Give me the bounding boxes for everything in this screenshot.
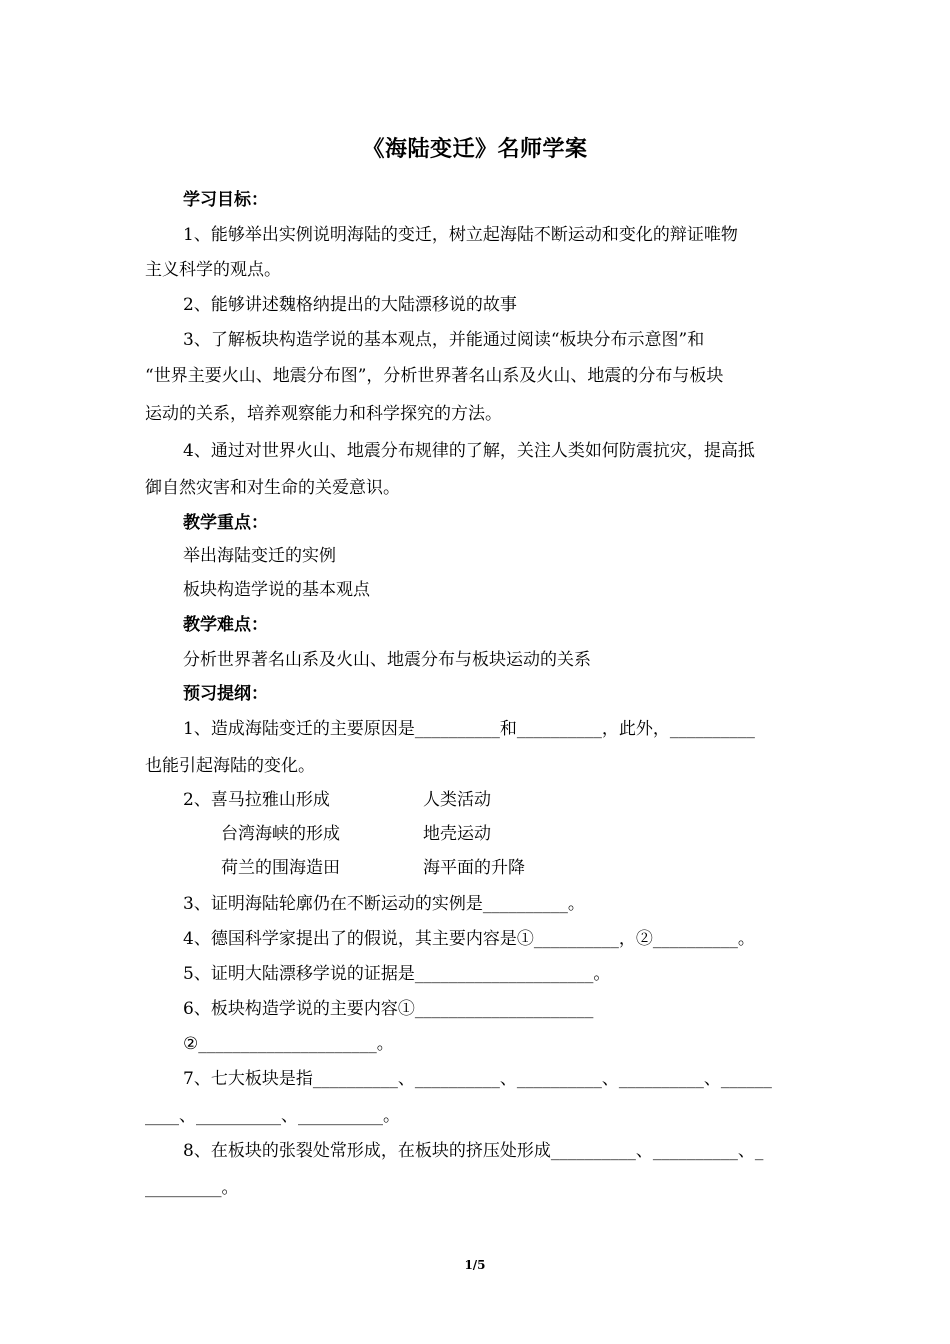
preview-q2-right-2: 地壳运动 [423, 824, 491, 844]
objective-2: 2、能够讲述魏格纳提出的大陆漂移说的故事 [183, 295, 517, 315]
difficulty-1: 分析世界著名山系及火山、地震分布与板块运动的关系 [183, 650, 591, 670]
preview-q2-left-2: 台湾海峡的形成 [221, 824, 340, 844]
preview-q3: 3、证明海陆轮廓仍在不断运动的实例是__________。 [183, 894, 585, 914]
objective-4-line-2: 御自然灾害和对生命的关爱意识。 [145, 478, 400, 498]
objective-1-line-2: 主义科学的观点。 [145, 260, 281, 280]
objective-1-line-1: 1、能够举出实例说明海陆的变迁，树立起海陆不断运动和变化的辩证唯物 [183, 225, 738, 245]
difficulties-heading: 教学难点： [183, 615, 268, 635]
preview-q4: 4、德国科学家提出了的假说，其主要内容是①__________，②__________。 [183, 929, 755, 949]
objectives-heading: 学习目标： [183, 190, 268, 210]
preview-q8-line-2: _________。 [145, 1178, 239, 1198]
preview-q2-left-3: 荷兰的围海造田 [221, 858, 340, 878]
preview-q6-line-2: ②_____________________。 [183, 1034, 394, 1054]
preview-q7-line-2: ____、__________、__________。 [145, 1106, 400, 1126]
objective-4-line-1: 4、通过对世界火山、地震分布规律的了解，关注人类如何防震抗灾，提高抵 [183, 441, 755, 461]
preview-q6-line-1: 6、板块构造学说的主要内容①_____________________ [183, 999, 594, 1019]
preview-q5: 5、证明大陆漂移学说的证据是_____________________。 [183, 964, 611, 984]
preview-q2-right-1: 人类活动 [423, 790, 491, 810]
preview-heading: 预习提纲： [183, 684, 268, 704]
key-point-1: 举出海陆变迁的实例 [183, 546, 336, 566]
objective-3-line-2: “世界主要火山、地震分布图”，分析世界著名山系及火山、地震的分布与板块 [145, 366, 724, 386]
preview-q1-line-2: 也能引起海陆的变化。 [145, 756, 315, 776]
key-points-heading: 教学重点： [183, 513, 268, 533]
page-number: 1/5 [464, 1258, 486, 1272]
preview-q2-left-1: 2、喜马拉雅山形成 [183, 790, 330, 810]
objective-3-line-1: 3、了解板块构造学说的基本观点，并能通过阅读“板块分布示意图”和 [183, 330, 705, 350]
objective-3-line-3: 运动的关系，培养观察能力和科学探究的方法。 [145, 404, 502, 424]
preview-q2-right-3: 海平面的升降 [423, 858, 525, 878]
preview-q1-line-1: 1、造成海陆变迁的主要原因是__________和__________，此外，__________ [183, 719, 755, 739]
preview-q8-line-1: 8、在板块的张裂处常形成，在板块的挤压处形成__________、__________、_ [183, 1141, 764, 1161]
page-title: 《海陆变迁》名师学案 [362, 136, 588, 162]
key-point-2: 板块构造学说的基本观点 [183, 580, 370, 600]
preview-q7-line-1: 7、七大板块是指__________、__________、__________、__________、______ [183, 1069, 772, 1089]
